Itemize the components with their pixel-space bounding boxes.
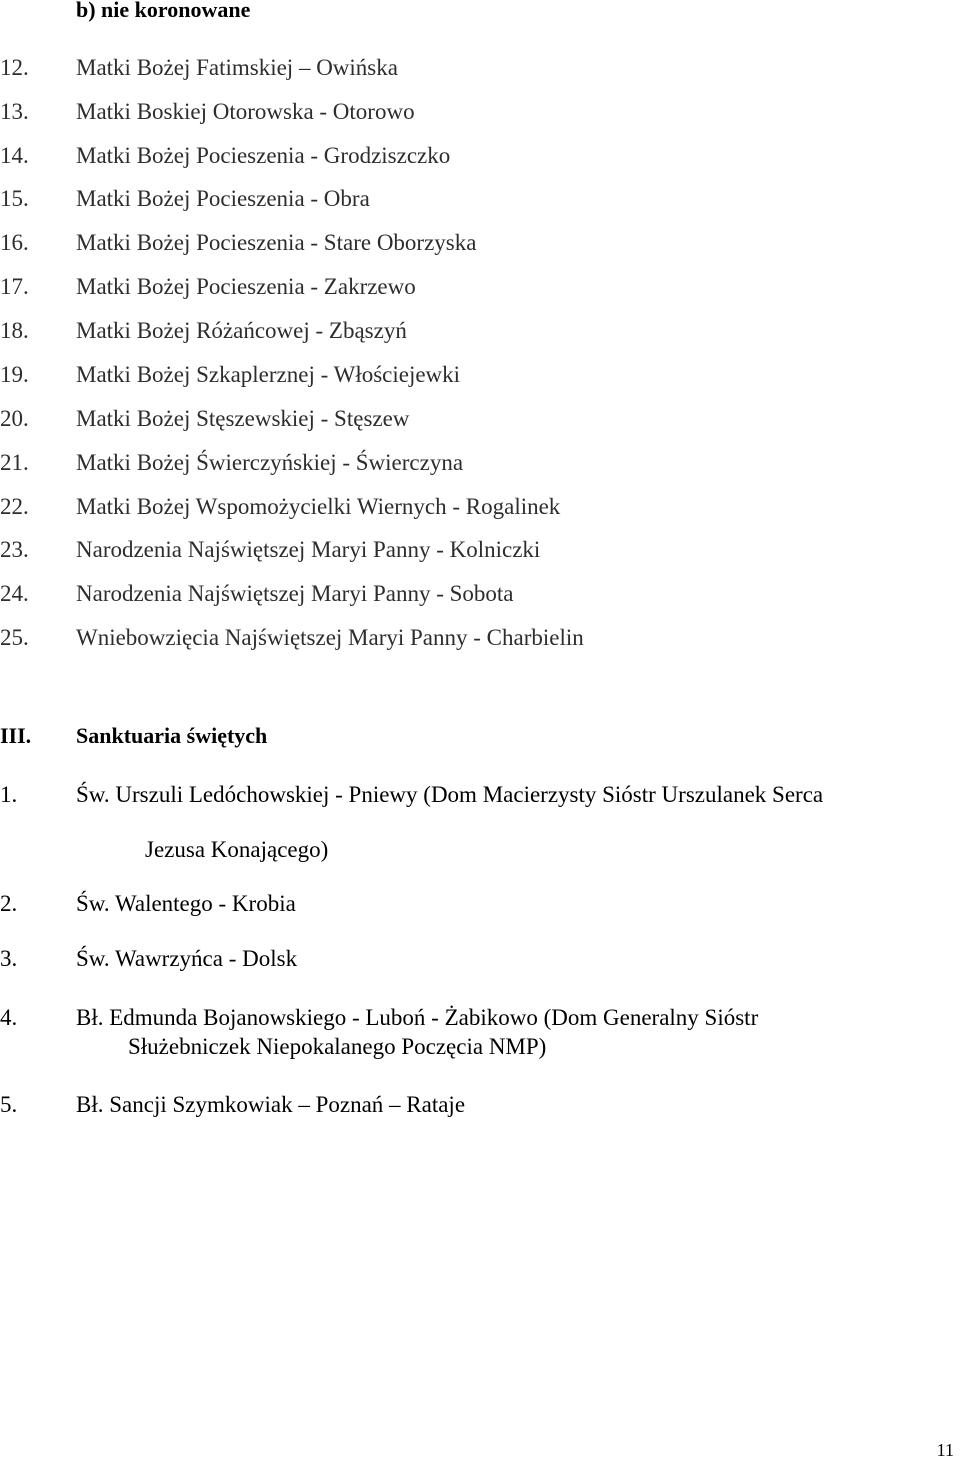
item-text: Matki Bożej Różańcowej - Zbąszyń (76, 318, 407, 343)
item-number: 13. (0, 99, 29, 124)
item-number: 18. (0, 318, 29, 343)
item-text: Narodzenia Najświętszej Maryi Panny - Sobota (76, 581, 514, 606)
item-text: Matki Bożej Świerczyńskiej - Świerczyna (76, 450, 464, 475)
subheading: b) nie koronowane (76, 0, 251, 22)
item-number: 2. (0, 891, 18, 916)
item-text: Wniebowzięcia Najświętszej Maryi Panny - Charbielin (76, 625, 584, 650)
item-number: 23. (0, 537, 29, 562)
section-number: III. (0, 723, 32, 748)
item-text: Matki Bożej Stęszewskiej - Stęszew (76, 406, 410, 431)
item-number: 5. (0, 1092, 18, 1117)
section-title: Sanktuaria świętych (76, 723, 268, 748)
item-continuation: Jezusa Konającego) (145, 837, 329, 862)
item-number: 21. (0, 450, 29, 475)
item-number: 22. (0, 494, 29, 519)
item-number: 4. (0, 1005, 18, 1030)
item-text: Św. Urszuli Ledóchowskiej - Pniewy (Dom Macierzysty Sióstr Urszulanek Serca (76, 782, 824, 807)
item-number: 17. (0, 274, 29, 299)
item-number: 1. (0, 782, 18, 807)
item-text: Św. Wawrzyńca - Dolsk (76, 946, 298, 971)
item-number: 3. (0, 946, 18, 971)
item-text: Matki Bożej Pocieszenia - Zakrzewo (76, 274, 416, 299)
item-text: Matki Bożej Pocieszenia - Obra (76, 186, 370, 211)
item-text: Matki Bożej Szkaplerznej - Włościejewki (76, 362, 461, 387)
item-text: Matki Bożej Pocieszenia - Grodziszczko (76, 143, 451, 168)
item-number: 14. (0, 143, 29, 168)
item-text: Bł. Sancji Szymkowiak – Poznań – Rataje (76, 1092, 466, 1117)
item-number: 15. (0, 186, 29, 211)
item-continuation: Służebniczek Niepokalanego Poczęcia NMP) (128, 1034, 547, 1059)
item-text: Matki Bożej Pocieszenia - Stare Oborzyska (76, 230, 477, 255)
item-text: Narodzenia Najświętszej Maryi Panny - Kolniczki (76, 537, 541, 562)
item-number: 19. (0, 362, 29, 387)
item-text: Św. Walentego - Krobia (76, 891, 296, 916)
item-text: Matki Bożej Fatimskiej – Owińska (76, 55, 398, 80)
item-number: 25. (0, 625, 29, 650)
item-text: Matki Bożej Wspomożycielki Wiernych - Rogalinek (76, 494, 561, 519)
item-number: 16. (0, 230, 29, 255)
page-number: 11 (936, 1440, 954, 1460)
item-number: 20. (0, 406, 29, 431)
item-text: Matki Boskiej Otorowska - Otorowo (76, 99, 415, 124)
item-number: 12. (0, 55, 29, 80)
item-text: Bł. Edmunda Bojanowskiego - Luboń - Żabikowo (Dom Generalny Sióstr (76, 1005, 759, 1030)
item-number: 24. (0, 581, 29, 606)
